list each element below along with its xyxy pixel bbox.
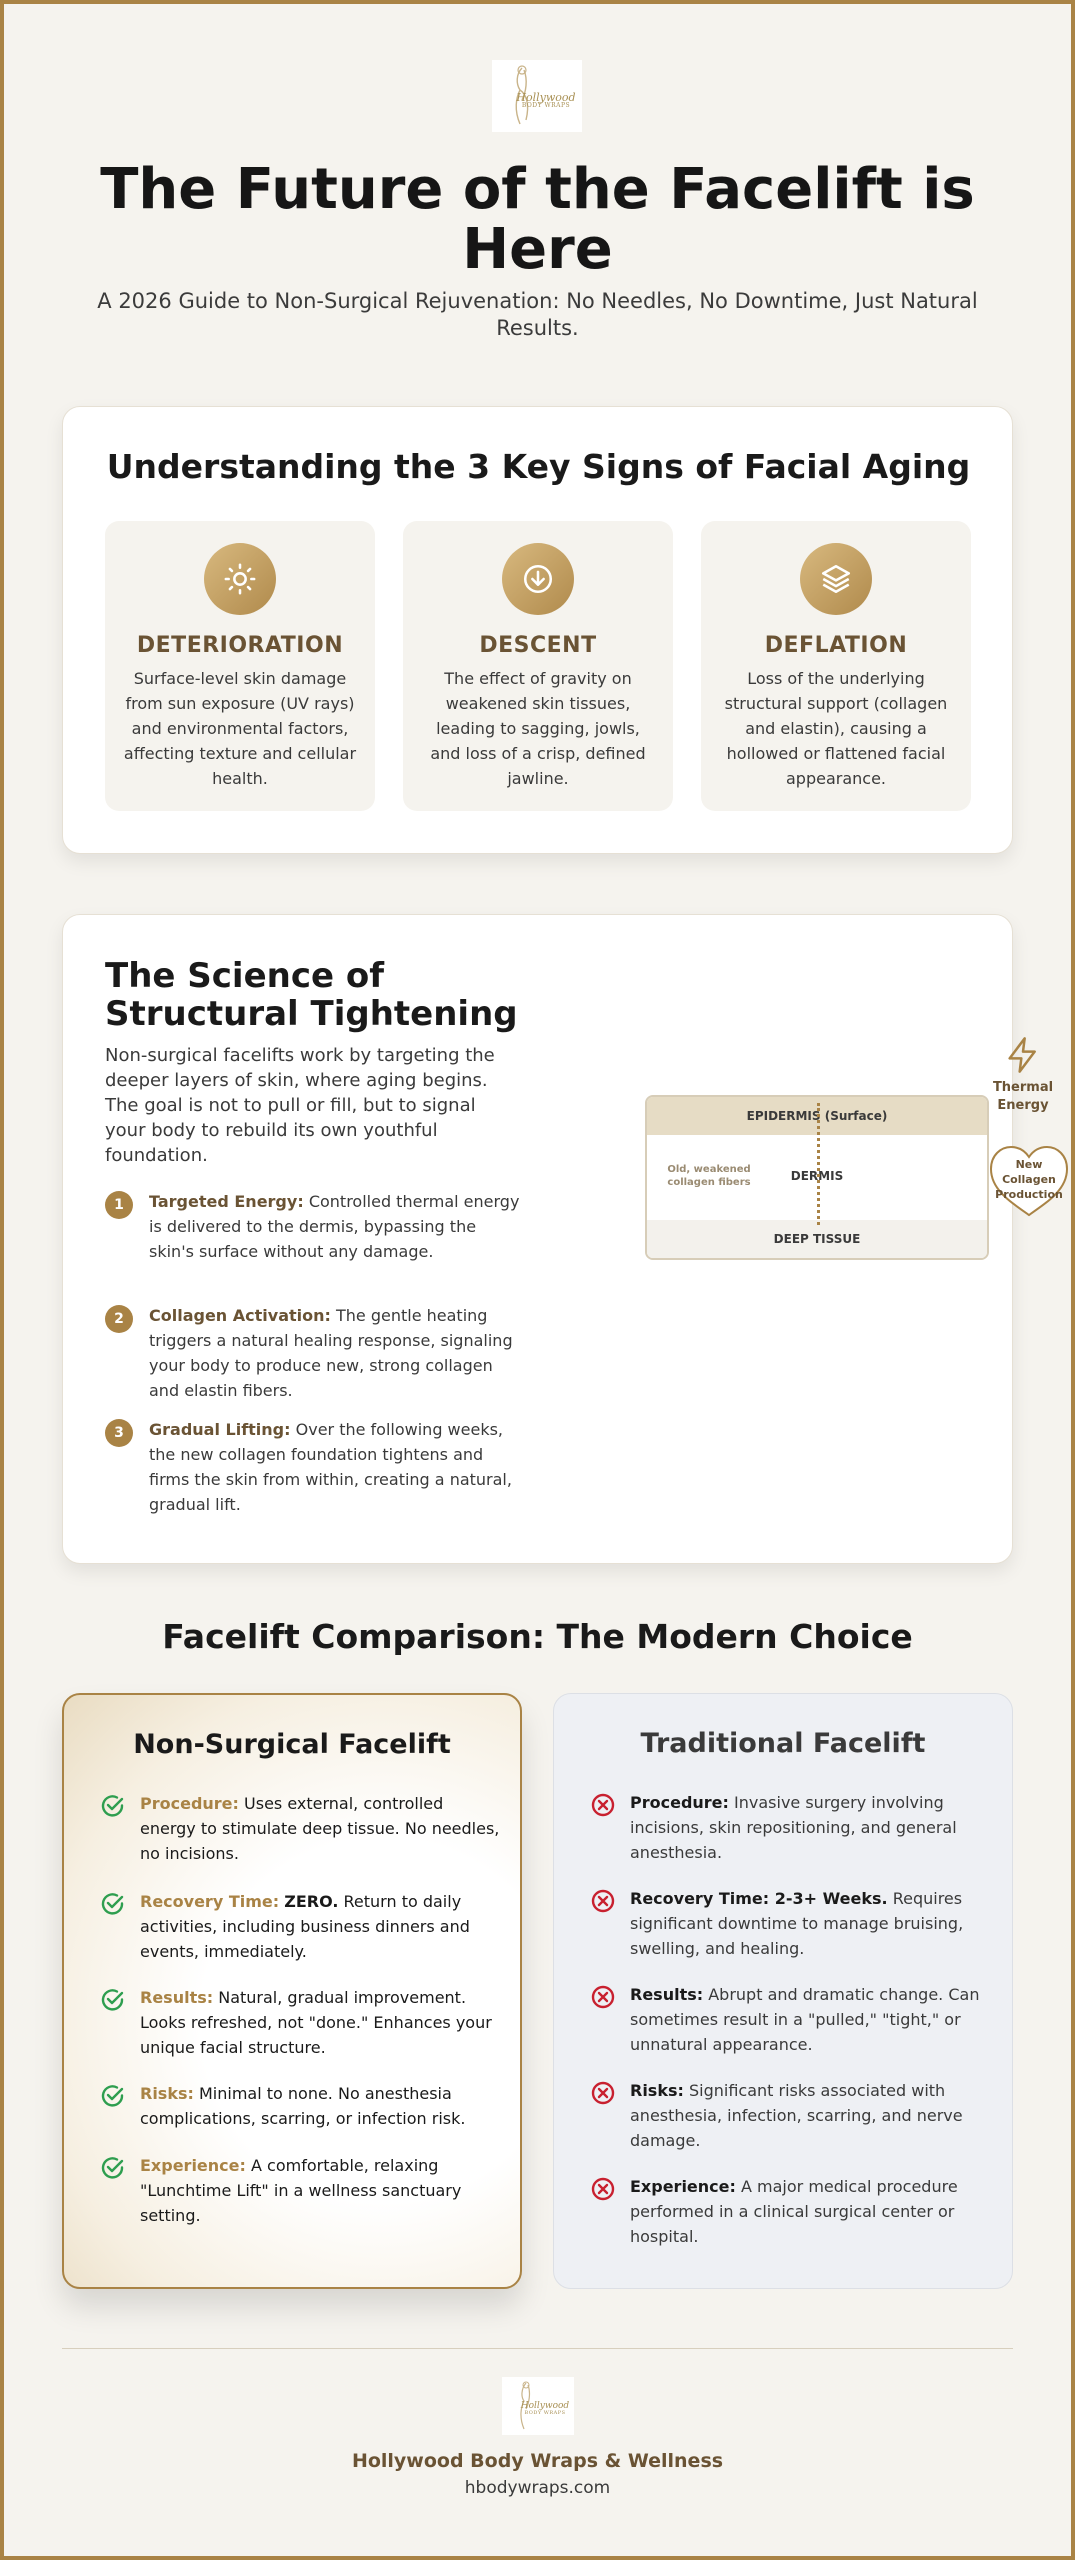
arrow-down-circle-icon (502, 543, 574, 615)
logo-wordmark: Hollywood BODY WRAPS (516, 90, 576, 109)
page-subtitle: A 2026 Guide to Non-Surgical Rejuvenation: No Needles, No Downtime, Just Natural Results. (97, 289, 978, 340)
energy-path-line (817, 1103, 820, 1225)
sign-description: The effect of gravity on weakened skin tissues, leading to sagging, jowls, and loss of a crisp, defined jawline. (430, 669, 646, 788)
step-text: The gentle heating triggers a natural healing response, signaling your body to produce new, strong collagen and elastin fibers. (149, 1306, 513, 1400)
comparison-item (100, 1985, 500, 2060)
sign-deflation (701, 521, 971, 811)
sign-description: Loss of the underlying structural support (collagen and elastin), causing a hollowed or flattened facial appearance. (724, 669, 948, 788)
sign-name: DEFLATION (764, 633, 908, 658)
item-text: Return to daily activities, including business dinners and events, immediately. (140, 1892, 470, 1961)
footer-website-link[interactable]: hbodywraps.com (464, 2478, 611, 2498)
item-emphasis: ZERO. (284, 1892, 339, 1911)
item-text: A comfortable, relaxing "Lunchtime Lift" in a wellness sanctuary setting. (140, 2156, 462, 2225)
sign-name: DESCENT (479, 633, 597, 658)
sign-name: DETERIORATION (136, 633, 344, 658)
item-label: Recovery Time: (140, 1892, 280, 1911)
check-circle-icon (100, 2155, 126, 2181)
check-circle-icon (100, 1987, 126, 2013)
footer-logo[interactable] (502, 2377, 574, 2435)
footer-brand-name: Hollywood Body Wraps & Wellness (351, 2450, 724, 2472)
thermal-energy-label: Thermal Energy (992, 1080, 1054, 1113)
x-circle-icon (590, 2080, 616, 2106)
comparison-item (590, 2174, 990, 2249)
thermal-energy-callout (978, 1035, 1068, 1115)
epidermis-layer: EPIDERMIS (Surface) (647, 1097, 987, 1135)
comparison-item (100, 2081, 500, 2131)
x-circle-icon (590, 1792, 616, 1818)
item-label: Procedure: (140, 1794, 239, 1813)
comparison-item (590, 1982, 990, 2057)
item-label: Experience: (630, 2177, 736, 2196)
sign-description: Surface-level skin damage from sun exposure (UV rays) and environmental factors, affecting texture and cellular health. (123, 669, 357, 788)
step-text: Controlled thermal energy is delivered to the dermis, bypassing the skin's surface without any damage. (149, 1192, 520, 1261)
item-text: Requires significant downtime to manage bruising, swelling, and healing. (630, 1889, 964, 1958)
step-label: Collagen Activation: (149, 1306, 331, 1325)
step-item (105, 1417, 525, 1517)
item-label: Risks: (630, 2081, 684, 2100)
item-text: Minimal to none. No anesthesia complications, scarring, or infection risk. (140, 2084, 466, 2128)
comparison-item (590, 2078, 990, 2153)
sign-deterioration (105, 521, 375, 811)
step-number-badge: 3 (105, 1419, 133, 1447)
comparison-title: Facelift Comparison: The Modern Choice (162, 1617, 913, 1656)
item-text: Invasive surgery involving incisions, skin repositioning, and general anesthesia. (630, 1793, 957, 1862)
layers-icon (800, 543, 872, 615)
x-circle-icon (590, 1984, 616, 2010)
comparison-item (100, 1889, 500, 1964)
science-title: The Science of Structural Tightening (105, 956, 518, 1034)
traditional-heading: Traditional Facelift (640, 1728, 926, 1759)
old-collagen-label: Old, weakened collagen fibers (667, 1164, 751, 1188)
comparison-item (590, 1886, 990, 1961)
check-circle-icon (100, 1793, 126, 1819)
comparison-item (590, 1790, 990, 1865)
comparison-item (100, 2153, 500, 2228)
step-number-badge: 1 (105, 1191, 133, 1219)
deep-tissue-layer: DEEP TISSUE (647, 1220, 987, 1258)
dermis-layer-label: DERMIS (790, 1169, 844, 1183)
sun-icon (204, 543, 276, 615)
brand-logo[interactable] (492, 60, 582, 132)
item-text: Significant risks associated with anesthesia, infection, scarring, and nerve damage. (630, 2081, 963, 2150)
science-card (62, 914, 1063, 1564)
item-text: A major medical procedure performed in a clinical surgical center or hospital. (630, 2177, 958, 2246)
item-label: Experience: (140, 2156, 246, 2175)
non-surgical-heading: Non-Surgical Facelift (133, 1729, 451, 1760)
check-circle-icon (100, 2083, 126, 2109)
traditional-card (553, 1693, 1013, 2289)
page-title: The Future of the Facelift is Here (100, 157, 975, 282)
step-item (105, 1189, 525, 1264)
item-label: Results: (630, 1985, 704, 2004)
new-collagen-label: New Collagen Production (995, 1158, 1063, 1201)
x-circle-icon (590, 1888, 616, 1914)
item-label: Recovery Time: 2-3+ Weeks. (630, 1889, 888, 1908)
skin-layers-box (645, 1095, 989, 1260)
item-label: Results: (140, 1988, 214, 2007)
step-label: Targeted Energy: (149, 1192, 304, 1211)
logo-wordmark: Hollywood BODY WRAPS (520, 2401, 570, 2416)
sign-descent (403, 521, 673, 811)
item-label: Risks: (140, 2084, 194, 2103)
step-number-badge: 2 (105, 1305, 133, 1333)
item-label: Procedure: (630, 1793, 729, 1812)
comparison-item (100, 1791, 500, 1866)
non-surgical-card (62, 1693, 522, 2289)
footer-divider (62, 2348, 1013, 2349)
x-circle-icon (590, 2176, 616, 2202)
check-circle-icon (100, 1891, 126, 1917)
science-intro: Non-surgical facelifts work by targeting the deeper layers of skin, where aging begins. The goal is not to pull or fill, but to signal your body to rebuild its own youthful foundation. (105, 1045, 495, 1166)
step-item (105, 1303, 525, 1403)
lightning-icon (1003, 1035, 1043, 1075)
item-text: Uses external, controlled energy to stimulate deep tissue. No needles, no incisions. (140, 1794, 500, 1863)
aging-signs-card (62, 406, 1013, 854)
step-label: Gradual Lifting: (149, 1420, 291, 1439)
aging-signs-title: Understanding the 3 Key Signs of Facial Aging (106, 447, 971, 486)
skin-layers-diagram (583, 1080, 1063, 1315)
step-text: Over the following weeks, the new collagen foundation tightens and firms the skin from within, creating a natural, gradual lift. (149, 1420, 512, 1514)
item-text: Natural, gradual improvement. Looks refreshed, not "done." Enhances your unique facial structure. (140, 1988, 492, 2057)
item-text: Abrupt and dramatic change. Can sometimes result in a "pulled," "tight," or unnatural appearance. (630, 1985, 980, 2054)
